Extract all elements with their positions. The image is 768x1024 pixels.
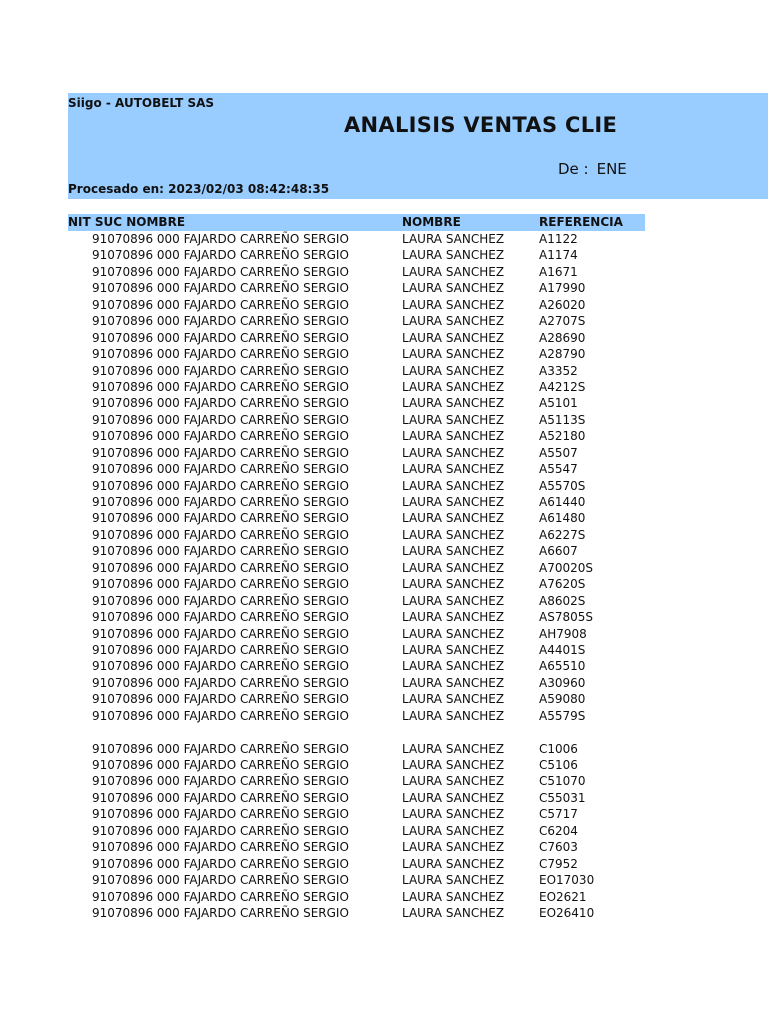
cell-reference: A59080 — [539, 692, 586, 707]
cell-client: 91070896 000 FAJARDO CARREÑO SERGIO — [92, 659, 349, 674]
cell-reference: A28690 — [539, 330, 586, 345]
cell-client: 91070896 000 FAJARDO CARREÑO SERGIO — [92, 905, 349, 920]
cell-seller: LAURA SANCHEZ — [402, 593, 505, 608]
cell-client: 91070896 000 FAJARDO CARREÑO SERGIO — [92, 330, 349, 345]
cell-client: 91070896 000 FAJARDO CARREÑO SERGIO — [92, 741, 349, 756]
cell-reference: C55031 — [539, 790, 586, 805]
cell-client: 91070896 000 FAJARDO CARREÑO SERGIO — [92, 363, 349, 378]
cell-client: 91070896 000 FAJARDO CARREÑO SERGIO — [92, 856, 349, 871]
cell-client: 91070896 000 FAJARDO CARREÑO SERGIO — [92, 708, 349, 723]
table-row — [0, 363, 768, 379]
cell-client: 91070896 000 FAJARDO CARREÑO SERGIO — [92, 347, 349, 362]
cell-client: 91070896 000 FAJARDO CARREÑO SERGIO — [92, 544, 349, 559]
cell-seller: LAURA SANCHEZ — [402, 347, 505, 362]
cell-reference: A70020S — [539, 560, 593, 575]
column-header-seller: NOMBRE — [402, 215, 461, 229]
cell-seller: LAURA SANCHEZ — [402, 330, 505, 345]
table-row — [0, 658, 768, 674]
cell-reference: A5101 — [539, 396, 578, 411]
cell-reference: AS7805S — [539, 610, 593, 625]
cell-reference: A4401S — [539, 642, 586, 657]
cell-reference: A5547 — [539, 462, 578, 477]
cell-client: 91070896 000 FAJARDO CARREÑO SERGIO — [92, 445, 349, 460]
period-value: ENE — [596, 160, 627, 178]
cell-seller: LAURA SANCHEZ — [402, 659, 505, 674]
table-row — [0, 889, 768, 905]
cell-reference: A5507 — [539, 445, 578, 460]
cell-seller: LAURA SANCHEZ — [402, 577, 505, 592]
cell-client: 91070896 000 FAJARDO CARREÑO SERGIO — [92, 232, 349, 246]
table-row — [0, 560, 768, 576]
cell-reference: EO17030 — [539, 873, 595, 888]
cell-client: 91070896 000 FAJARDO CARREÑO SERGIO — [92, 429, 349, 444]
processed-timestamp: Procesado en: 2023/02/03 08:42:48:35 — [68, 182, 330, 196]
cell-client: 91070896 000 FAJARDO CARREÑO SERGIO — [92, 675, 349, 690]
cell-client: 91070896 000 FAJARDO CARREÑO SERGIO — [92, 281, 349, 296]
cell-seller: LAURA SANCHEZ — [402, 297, 505, 312]
cell-reference: EO2621 — [539, 889, 587, 904]
cell-client: 91070896 000 FAJARDO CARREÑO SERGIO — [92, 248, 349, 263]
cell-seller: LAURA SANCHEZ — [402, 511, 505, 526]
cell-seller: LAURA SANCHEZ — [402, 478, 505, 493]
table-row — [0, 247, 768, 263]
table-row — [0, 609, 768, 625]
table-row — [0, 642, 768, 658]
cell-seller: LAURA SANCHEZ — [402, 544, 505, 559]
table-row — [0, 264, 768, 280]
cell-client: 91070896 000 FAJARDO CARREÑO SERGIO — [92, 264, 349, 279]
table-row — [0, 856, 768, 872]
table-row — [0, 773, 768, 789]
cell-reference: A5579S — [539, 708, 586, 723]
table-row — [0, 330, 768, 346]
cell-seller: LAURA SANCHEZ — [402, 379, 505, 394]
company-name: Siigo - AUTOBELT SAS — [68, 96, 215, 110]
cell-client: 91070896 000 FAJARDO CARREÑO SERGIO — [92, 527, 349, 542]
cell-client: 91070896 000 FAJARDO CARREÑO SERGIO — [92, 478, 349, 493]
cell-reference: A30960 — [539, 675, 586, 690]
table-row — [0, 576, 768, 592]
cell-seller: LAURA SANCHEZ — [402, 314, 505, 329]
cell-reference: C5106 — [539, 758, 578, 772]
cell-client: 91070896 000 FAJARDO CARREÑO SERGIO — [92, 462, 349, 477]
cell-client: 91070896 000 FAJARDO CARREÑO SERGIO — [92, 642, 349, 657]
cell-seller: LAURA SANCHEZ — [402, 264, 505, 279]
cell-reference: A5570S — [539, 478, 586, 493]
cell-reference: A17990 — [539, 281, 586, 296]
table-row — [0, 461, 768, 477]
table-row — [0, 823, 768, 839]
cell-client: 91070896 000 FAJARDO CARREÑO SERGIO — [92, 823, 349, 838]
table-row — [0, 593, 768, 609]
table-row — [0, 428, 768, 444]
table-row — [0, 346, 768, 362]
cell-client: 91070896 000 FAJARDO CARREÑO SERGIO — [92, 626, 349, 641]
cell-seller: LAURA SANCHEZ — [402, 873, 505, 888]
cell-reference: A6607 — [539, 544, 578, 559]
cell-reference: A28790 — [539, 347, 586, 362]
cell-reference: C5717 — [539, 807, 578, 822]
cell-seller: LAURA SANCHEZ — [402, 495, 505, 509]
cell-client: 91070896 000 FAJARDO CARREÑO SERGIO — [92, 807, 349, 822]
cell-seller: LAURA SANCHEZ — [402, 560, 505, 575]
cell-client: 91070896 000 FAJARDO CARREÑO SERGIO — [92, 593, 349, 608]
cell-client: 91070896 000 FAJARDO CARREÑO SERGIO — [92, 774, 349, 789]
cell-seller: LAURA SANCHEZ — [402, 692, 505, 707]
cell-seller: LAURA SANCHEZ — [402, 675, 505, 690]
cell-seller: LAURA SANCHEZ — [402, 840, 505, 855]
column-header-row — [68, 214, 645, 231]
cell-reference: A52180 — [539, 429, 586, 444]
cell-reference: A61480 — [539, 511, 586, 526]
cell-client: 91070896 000 FAJARDO CARREÑO SERGIO — [92, 692, 349, 707]
cell-seller: LAURA SANCHEZ — [402, 610, 505, 625]
table-row — [0, 527, 768, 543]
cell-client: 91070896 000 FAJARDO CARREÑO SERGIO — [92, 314, 349, 329]
cell-reference: C6204 — [539, 823, 578, 838]
cell-client: 91070896 000 FAJARDO CARREÑO SERGIO — [92, 511, 349, 526]
table-row — [0, 675, 768, 691]
cell-reference: EO26410 — [539, 905, 595, 920]
cell-client: 91070896 000 FAJARDO CARREÑO SERGIO — [92, 379, 349, 394]
cell-reference: A65510 — [539, 659, 586, 674]
table-row — [0, 741, 768, 757]
cell-client: 91070896 000 FAJARDO CARREÑO SERGIO — [92, 560, 349, 575]
cell-seller: LAURA SANCHEZ — [402, 889, 505, 904]
period — [558, 160, 627, 178]
period-label: De : — [558, 160, 589, 178]
cell-seller: LAURA SANCHEZ — [402, 774, 505, 789]
table-row — [0, 297, 768, 313]
cell-reference: A6227S — [539, 527, 586, 542]
cell-reference: A3352 — [539, 363, 578, 378]
cell-seller: LAURA SANCHEZ — [402, 741, 505, 756]
cell-reference: AH7908 — [539, 626, 587, 641]
cell-seller: LAURA SANCHEZ — [402, 462, 505, 477]
cell-seller: LAURA SANCHEZ — [402, 396, 505, 411]
cell-seller: LAURA SANCHEZ — [402, 281, 505, 296]
table-row — [0, 379, 768, 395]
table-row — [0, 626, 768, 642]
cell-seller: LAURA SANCHEZ — [402, 232, 505, 246]
table-row — [0, 445, 768, 461]
table-row — [0, 231, 768, 247]
table-row — [0, 757, 768, 773]
table-row — [0, 691, 768, 707]
cell-seller: LAURA SANCHEZ — [402, 363, 505, 378]
cell-reference: A2707S — [539, 314, 586, 329]
cell-seller: LAURA SANCHEZ — [402, 807, 505, 822]
table-row — [0, 839, 768, 855]
cell-client: 91070896 000 FAJARDO CARREÑO SERGIO — [92, 873, 349, 888]
cell-seller: LAURA SANCHEZ — [402, 856, 505, 871]
cell-client: 91070896 000 FAJARDO CARREÑO SERGIO — [92, 840, 349, 855]
table-row — [0, 478, 768, 494]
report-table-body — [0, 231, 768, 921]
cell-seller: LAURA SANCHEZ — [402, 758, 505, 772]
table-row — [0, 543, 768, 559]
report-title: ANALISIS VENTAS CLIE — [344, 113, 618, 137]
cell-client: 91070896 000 FAJARDO CARREÑO SERGIO — [92, 790, 349, 805]
table-row — [0, 790, 768, 806]
cell-reference: C1006 — [539, 741, 578, 756]
cell-reference: C7952 — [539, 856, 578, 871]
cell-seller: LAURA SANCHEZ — [402, 626, 505, 641]
cell-seller: LAURA SANCHEZ — [402, 412, 505, 427]
table-row — [0, 280, 768, 296]
column-header-client: NIT SUC NOMBRE — [68, 215, 186, 229]
cell-reference: A1174 — [539, 248, 578, 263]
cell-reference: A61440 — [539, 495, 586, 509]
table-row — [0, 708, 768, 724]
cell-seller: LAURA SANCHEZ — [402, 527, 505, 542]
cell-seller: LAURA SANCHEZ — [402, 642, 505, 657]
cell-client: 91070896 000 FAJARDO CARREÑO SERGIO — [92, 396, 349, 411]
cell-client: 91070896 000 FAJARDO CARREÑO SERGIO — [92, 610, 349, 625]
cell-seller: LAURA SANCHEZ — [402, 905, 505, 920]
cell-client: 91070896 000 FAJARDO CARREÑO SERGIO — [92, 577, 349, 592]
cell-client: 91070896 000 FAJARDO CARREÑO SERGIO — [92, 889, 349, 904]
cell-reference: C51070 — [539, 774, 586, 789]
cell-seller: LAURA SANCHEZ — [402, 790, 505, 805]
table-row — [0, 510, 768, 526]
table-row — [0, 806, 768, 822]
table-row — [0, 494, 768, 510]
cell-reference: A1671 — [539, 264, 578, 279]
cell-reference: A7620S — [539, 577, 586, 592]
cell-client: 91070896 000 FAJARDO CARREÑO SERGIO — [92, 297, 349, 312]
cell-reference: A8602S — [539, 593, 586, 608]
table-row — [0, 412, 768, 428]
table-row — [0, 872, 768, 888]
cell-client: 91070896 000 FAJARDO CARREÑO SERGIO — [92, 495, 349, 509]
cell-seller: LAURA SANCHEZ — [402, 445, 505, 460]
cell-reference: A1122 — [539, 232, 578, 246]
cell-seller: LAURA SANCHEZ — [402, 823, 505, 838]
cell-client: 91070896 000 FAJARDO CARREÑO SERGIO — [92, 758, 349, 772]
cell-reference: A4212S — [539, 379, 586, 394]
table-row — [0, 313, 768, 329]
cell-seller: LAURA SANCHEZ — [402, 248, 505, 263]
column-header-reference: REFERENCIA — [539, 215, 623, 229]
cell-seller: LAURA SANCHEZ — [402, 429, 505, 444]
cell-reference: A26020 — [539, 297, 586, 312]
cell-reference: C7603 — [539, 840, 578, 855]
group-separator — [0, 724, 768, 740]
cell-reference: A5113S — [539, 412, 586, 427]
table-row — [0, 395, 768, 411]
cell-client: 91070896 000 FAJARDO CARREÑO SERGIO — [92, 412, 349, 427]
cell-seller: LAURA SANCHEZ — [402, 708, 505, 723]
table-row — [0, 905, 768, 921]
